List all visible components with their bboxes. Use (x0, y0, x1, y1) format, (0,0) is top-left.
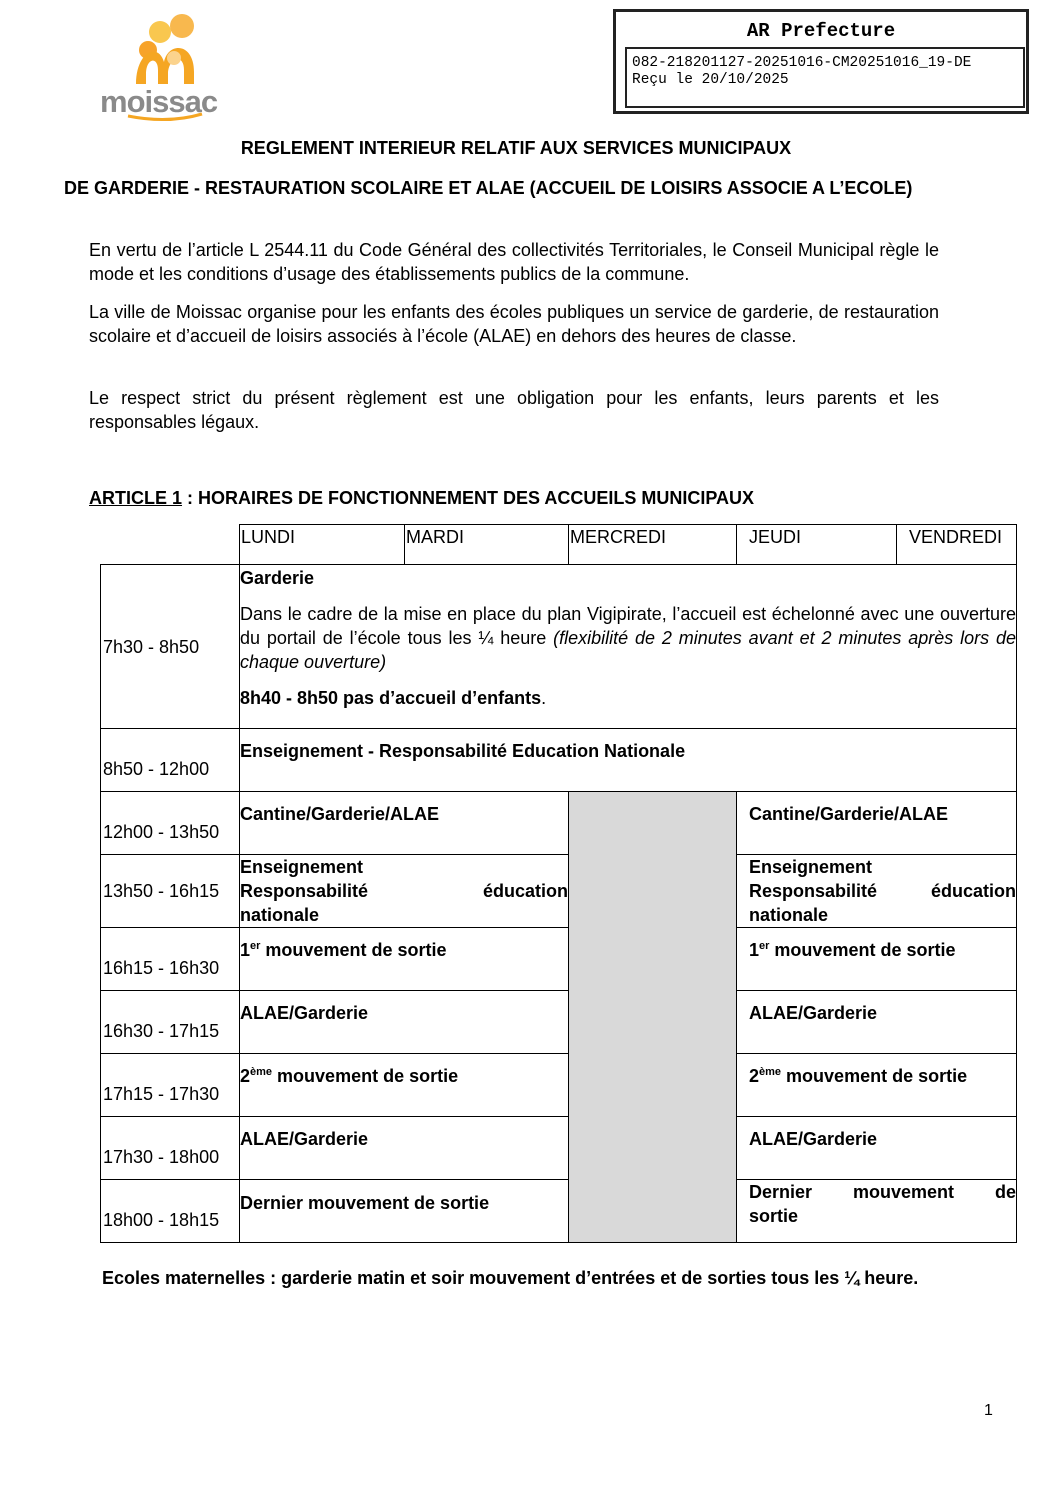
enseignement-cell-right: Enseignement Responsabilité éducation nationale (737, 855, 1017, 928)
sortie-2-cell-left: 2ème mouvement de sortie (240, 1054, 569, 1117)
stamp-reference-box (625, 47, 1025, 108)
table-row (101, 1054, 1017, 1117)
garderie-cell (240, 565, 1017, 729)
time-slot: 12h00 - 13h50 (101, 792, 240, 855)
dernier-sortie-cell-right: Dernier mouvement de sortie (737, 1180, 1017, 1243)
article-1-title: HORAIRES DE FONCTIONNEMENT DES ACCUEILS MUNICIPAUX (198, 488, 755, 508)
day-header-mardi: MARDI (405, 525, 569, 565)
table-row (101, 855, 1017, 928)
garderie-note: 8h40 - 8h50 pas d’accueil d’enfants. (240, 688, 547, 708)
table-row (101, 565, 1017, 729)
intro-paragraph-2: La ville de Moissac organise pour les enfants des écoles publiques un service de garderie, de restauration scolaire et d’accueil de loisirs associés à l’école (ALAE) en dehors des heures de classe. (89, 302, 939, 346)
stamp-received-date: Reçu le 20/10/2025 (632, 72, 789, 88)
table-header-row (101, 525, 1017, 565)
table-row (101, 1180, 1017, 1243)
time-slot: 17h30 - 18h00 (101, 1117, 240, 1180)
moissac-logo-wordmark: moissac (100, 84, 218, 119)
article-1-heading: ARTICLE 1 : HORAIRES DE FONCTIONNEMENT DES ACCUEILS MUNICIPAUX (89, 488, 755, 508)
day-header-mercredi: MERCREDI (569, 525, 737, 565)
prefecture-stamp (613, 9, 1029, 114)
moissac-logo-mark (98, 12, 238, 92)
day-header-vendredi: VENDREDI (897, 525, 1017, 565)
time-slot: 16h15 - 16h30 (101, 928, 240, 991)
day-header-lundi: LUNDI (240, 525, 405, 565)
stamp-reference: 082-218201127-20251016-CM20251016_19-DE (632, 55, 972, 71)
logo-swoosh (98, 108, 238, 128)
garderie-description: Dans le cadre de la mise en place du plan Vigipirate, l’accueil est échelonné avec une ouverture du portail de l’école tous les ¼ heure (flexibilité de 2 minutes avant et 2 minutes après lors de chaque ouverture) (240, 604, 1017, 672)
time-slot: 13h50 - 16h15 (101, 855, 240, 928)
garderie-heading: Garderie (240, 568, 315, 588)
article-1-label: ARTICLE 1 (89, 488, 183, 508)
alae-cell-left: ALAE/Garderie (240, 1117, 569, 1180)
table-row (101, 729, 1017, 792)
mercredi-closed-cell (569, 792, 737, 1243)
day-header-jeudi: JEUDI (737, 525, 897, 565)
alae-cell-right: ALAE/Garderie (737, 1117, 1017, 1180)
cantine-cell-left: Cantine/Garderie/ALAE (240, 792, 569, 855)
sortie-1-cell-left: 1er mouvement de sortie (240, 928, 569, 991)
document-title: REGLEMENT INTERIEUR RELATIF AUX SERVICES MUNICIPAUX (240, 138, 792, 158)
page-number: 1 (984, 1402, 993, 1419)
dernier-sortie-cell-left: Dernier mouvement de sortie (240, 1180, 569, 1243)
intro-paragraph-3: Le respect strict du présent règlement est une obligation pour les enfants, leurs parents et les responsables légaux. (89, 388, 939, 432)
table-row (101, 1117, 1017, 1180)
alae-cell-left: ALAE/Garderie (240, 991, 569, 1054)
alae-cell-right: ALAE/Garderie (737, 991, 1017, 1054)
intro-paragraph-1: En vertu de l’article L 2544.11 du Code Général des collectivités Territoriales, le Conseil Municipal règle le mode et les conditions d’usage des établissements publics de la commune. (89, 240, 939, 284)
stamp-title: AR Prefecture (746, 20, 896, 42)
maternelle-note: Ecoles maternelles : garderie matin et soir mouvement d’entrées et de sorties tous les ¼ heure. (102, 1268, 919, 1288)
time-slot: 18h00 - 18h15 (101, 1180, 240, 1243)
time-slot: 8h50 - 12h00 (101, 729, 240, 792)
enseignement-cell-left: Enseignement Responsabilité éducation nationale (240, 855, 569, 928)
sortie-2-cell-right: 2ème mouvement de sortie (737, 1054, 1017, 1117)
table-row (101, 792, 1017, 855)
table-row (101, 928, 1017, 991)
time-slot: 17h15 - 17h30 (101, 1054, 240, 1117)
moissac-logo (98, 12, 238, 124)
document-subtitle: DE GARDERIE - RESTAURATION SCOLAIRE ET ALAE (ACCUEIL DE LOISIRS ASSOCIE A L’ECOLE) (64, 178, 913, 198)
cantine-cell-right: Cantine/Garderie/ALAE (737, 792, 1017, 855)
time-slot: 7h30 - 8h50 (101, 565, 240, 729)
time-slot: 16h30 - 17h15 (101, 991, 240, 1054)
table-row (101, 991, 1017, 1054)
schedule-table (100, 524, 1017, 1243)
sortie-1-cell-right: 1er mouvement de sortie (737, 928, 1017, 991)
enseignement-cell: Enseignement - Responsabilité Education Nationale (240, 729, 1017, 792)
